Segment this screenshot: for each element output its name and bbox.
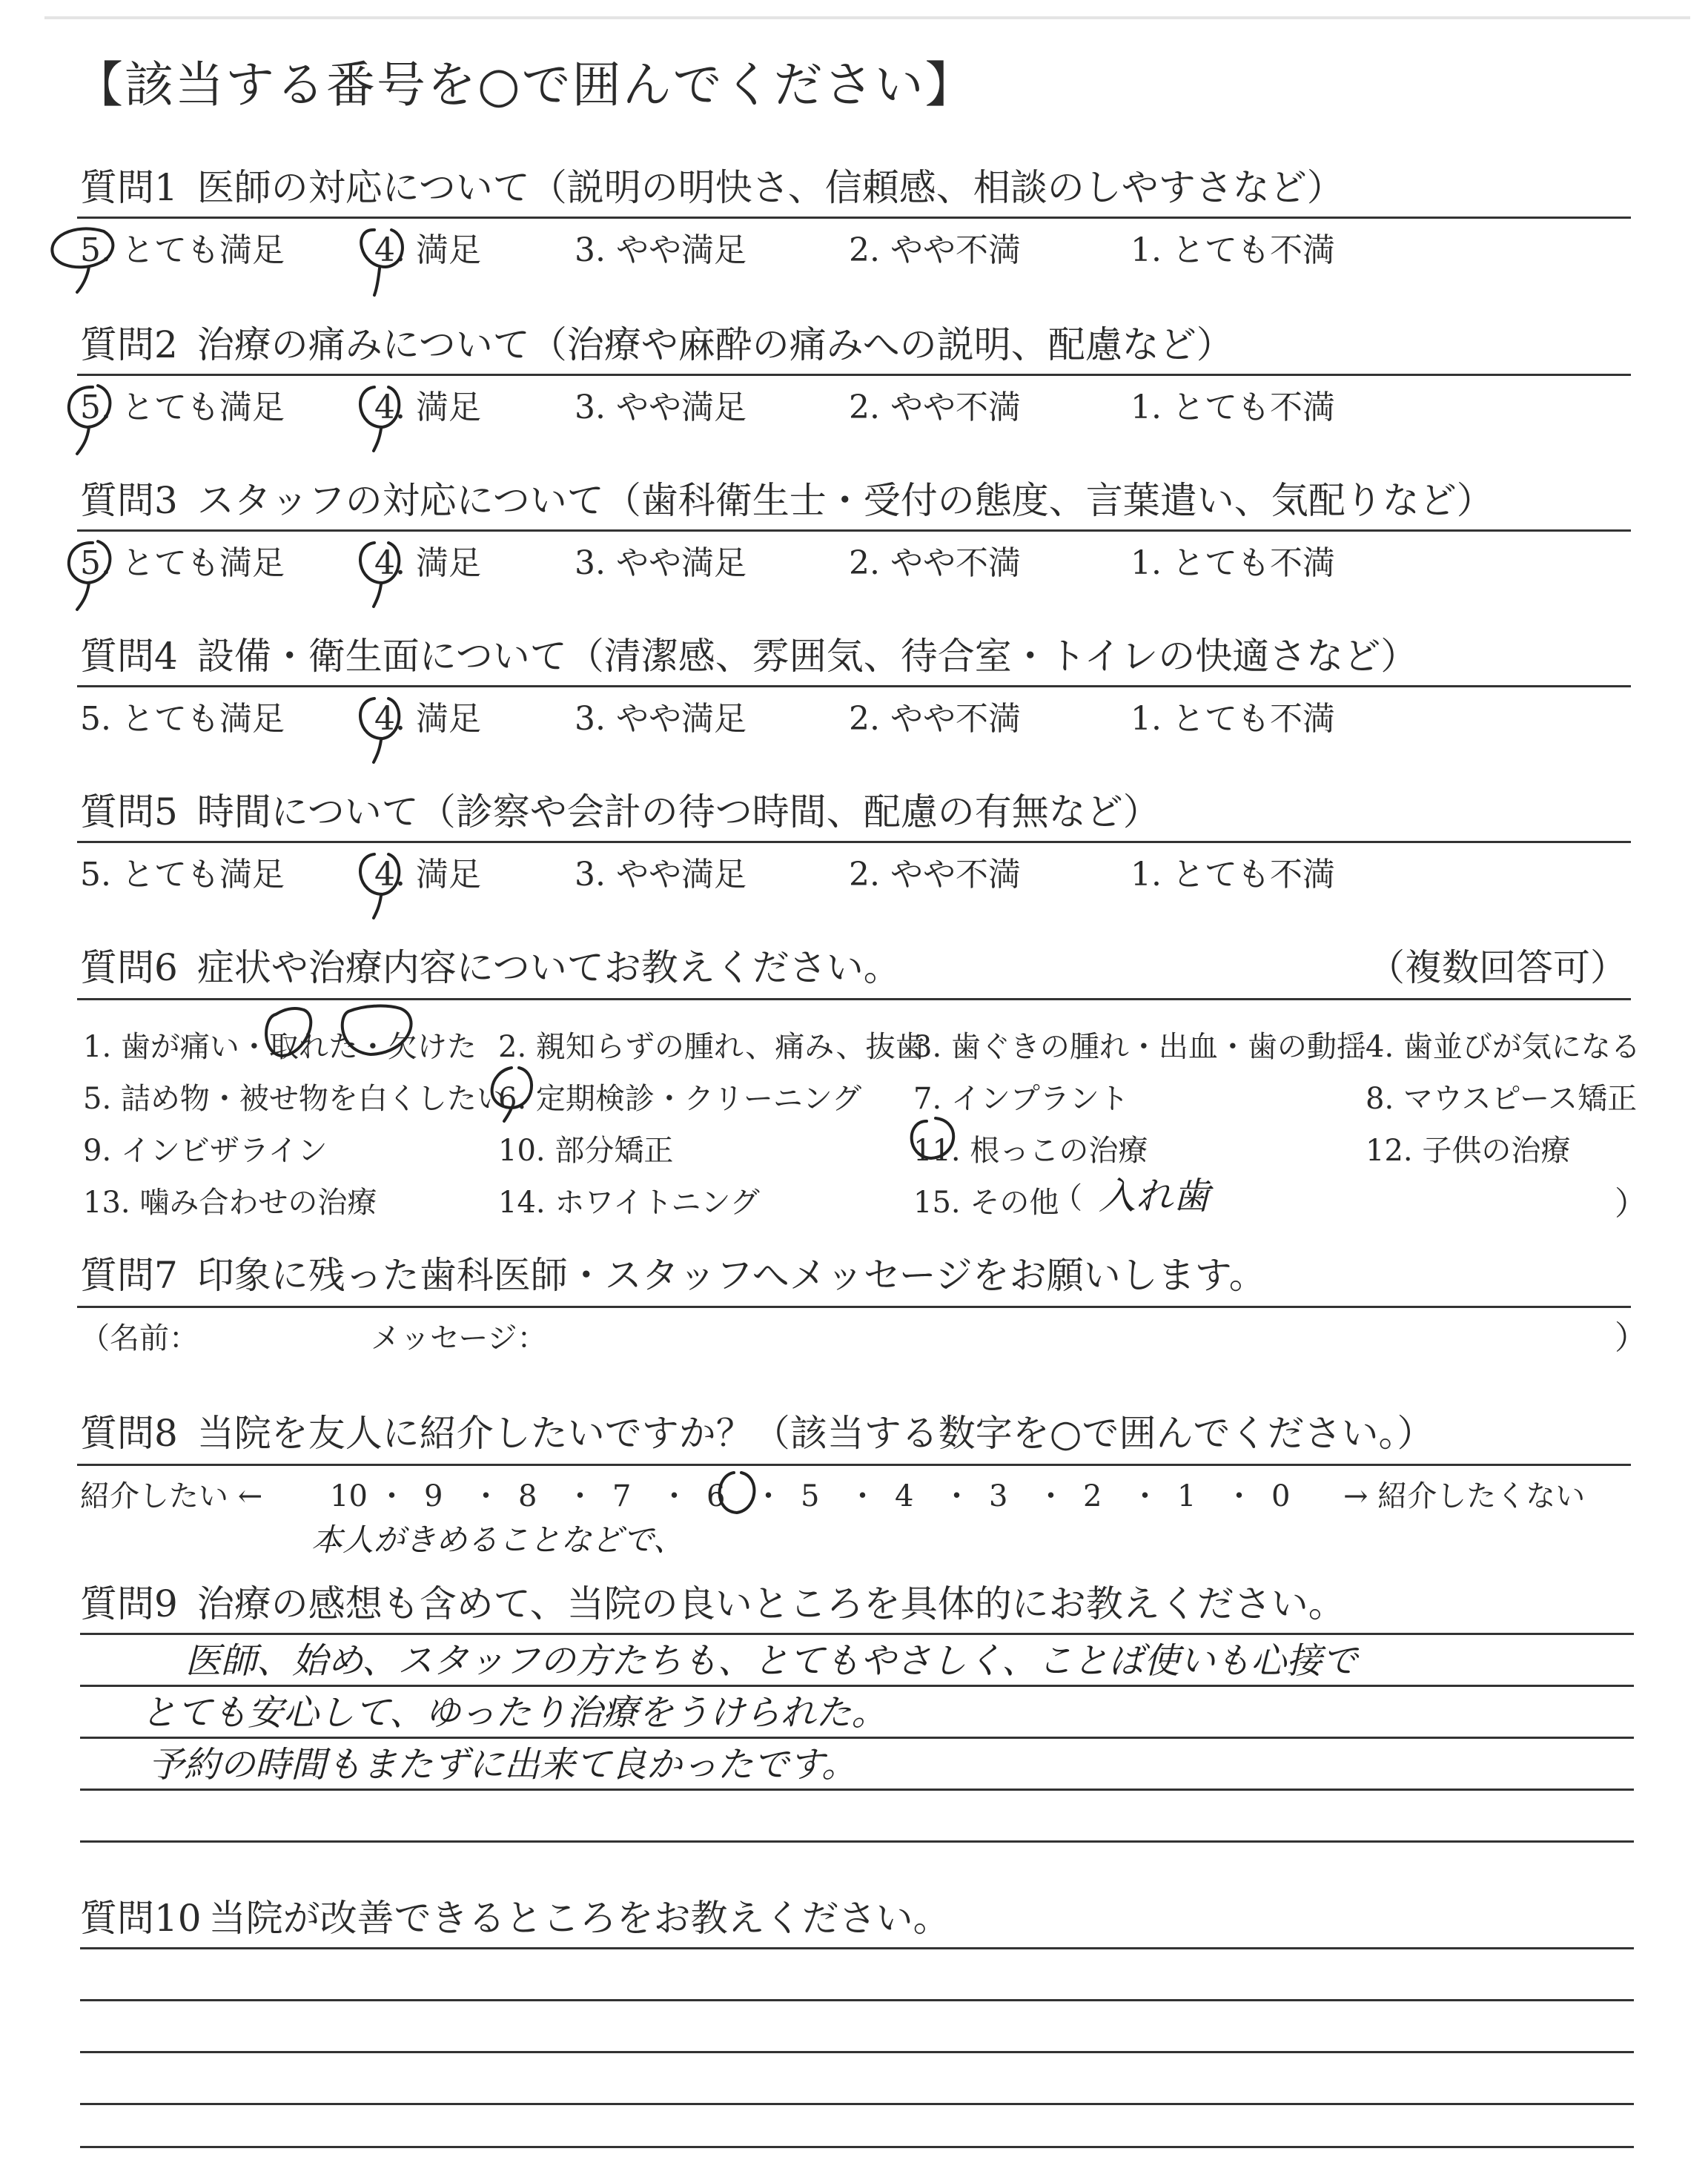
option-3[interactable]: 3. やや満足 xyxy=(575,389,747,426)
scale-separator: ・ xyxy=(377,1479,407,1513)
option-3[interactable]: 3. やや満足 xyxy=(575,544,747,582)
question-6-text xyxy=(80,946,901,989)
question-9-text xyxy=(80,1582,1345,1625)
symptom-option-2[interactable]: 2. 親知らずの腫れ、痛み、抜歯 xyxy=(498,1030,925,1064)
question-number: 質問1 xyxy=(80,166,178,209)
scale-separator: ・ xyxy=(471,1479,501,1513)
answer-line[interactable] xyxy=(80,2103,1634,2105)
question-8-text xyxy=(80,1412,1434,1455)
answer-line-1[interactable]: 医師、始め、スタッフの方たちも、とてもやさしく、ことば使いも心接で xyxy=(185,1640,1358,1682)
symptom-option-8[interactable]: 8. マウスピース矯正 xyxy=(1366,1082,1638,1116)
answer-line xyxy=(80,1685,1634,1687)
option-2[interactable]: 2. やや不満 xyxy=(849,389,1021,426)
symptom-option-3[interactable]: 3. 歯ぐきの腫れ・出血・歯の動揺 xyxy=(913,1030,1366,1064)
symptom-option-13[interactable]: 13. 噛み合わせの治療 xyxy=(83,1186,377,1220)
question-underline xyxy=(77,217,1631,219)
option-2[interactable]: 2. やや不満 xyxy=(849,544,1021,582)
scale-value-6[interactable]: 6 xyxy=(706,1479,726,1513)
question-number: 質問5 xyxy=(80,790,178,833)
scale-separator: ・ xyxy=(1130,1479,1160,1513)
answer-line xyxy=(80,1633,1634,1635)
question-7-text xyxy=(80,1254,1266,1297)
scale-separator: ・ xyxy=(1036,1479,1066,1513)
question-underline xyxy=(77,1464,1631,1466)
option-3[interactable]: 3. やや満足 xyxy=(575,700,747,738)
question-label: 設備・衛生面について（清潔感、雰囲気、待合室・トイレの快適さなど） xyxy=(196,635,1418,678)
option-4[interactable]: 4. 満足 xyxy=(374,856,481,894)
question-underline xyxy=(77,374,1631,376)
question-underline xyxy=(77,685,1631,687)
option-3[interactable]: 3. やや満足 xyxy=(575,856,747,894)
question-underline xyxy=(77,998,1631,1000)
answer-line-3[interactable]: 予約の時間もまたずに出来て良かったです。 xyxy=(148,1744,858,1786)
scale-value-7[interactable]: 7 xyxy=(612,1479,632,1513)
question-label: 当院が改善できるところをお教えください。 xyxy=(208,1897,950,1940)
question-label: 当院を友人に紹介したいですか？（該当する数字を○で囲んでください。） xyxy=(196,1412,1434,1455)
option-5[interactable]: 5. とても満足 xyxy=(80,856,285,894)
symptom-option-6[interactable]: 6. 定期検診・クリーニング xyxy=(498,1082,862,1116)
scale-value-5[interactable]: 5 xyxy=(801,1479,820,1513)
scale-left-label: 紹介したい ← xyxy=(80,1479,263,1513)
option-1[interactable]: 1. とても不満 xyxy=(1131,389,1335,426)
question-4-text xyxy=(80,635,1418,678)
symptom-option-9[interactable]: 9. インビザライン xyxy=(83,1134,328,1168)
answer-line[interactable] xyxy=(80,2146,1634,2148)
option-1[interactable]: 1. とても不満 xyxy=(1131,544,1335,582)
answer-line xyxy=(80,1840,1634,1843)
question-label: 医師の対応について（説明の明快さ、信頼感、相談のしやすさなど） xyxy=(196,166,1344,209)
symptom-option-4[interactable]: 4. 歯並びが気になる xyxy=(1366,1030,1641,1064)
answer-line xyxy=(80,1789,1634,1791)
question-underline xyxy=(77,1306,1631,1308)
scale-separator: ・ xyxy=(753,1479,784,1513)
symptom-other-answer[interactable]: 入れ歯 xyxy=(1099,1175,1210,1218)
option-5[interactable]: 5. とても満足 xyxy=(80,544,285,582)
top-edge-line xyxy=(44,16,1690,19)
handwritten-note-q8: 本人がきめることなどで、 xyxy=(311,1522,685,1558)
option-4[interactable]: 4. 満足 xyxy=(374,231,481,269)
answer-line xyxy=(80,1737,1634,1739)
scale-separator: ・ xyxy=(847,1479,878,1513)
question-number: 質問6 xyxy=(80,946,178,989)
question-label: 治療の痛みについて（治療や麻酔の痛みへの説明、配慮など） xyxy=(196,323,1234,366)
form-title: 【該当する番号を○で囲んでください】 xyxy=(74,56,976,113)
symptom-other-paren-open: （ xyxy=(1053,1181,1082,1215)
answer-line-2[interactable]: とても安心して、ゆったり治療をうけられた。 xyxy=(141,1692,887,1734)
answer-line[interactable] xyxy=(80,1947,1634,1949)
question-number: 質問10 xyxy=(80,1897,202,1940)
question-10-text xyxy=(80,1897,950,1940)
question-number: 質問8 xyxy=(80,1412,178,1455)
symptom-option-5[interactable]: 5. 詰め物・被せ物を白くしたい xyxy=(83,1082,506,1116)
question-label: スタッフの対応について（歯科衛生士・受付の態度、言葉遣い、気配りなど） xyxy=(196,479,1494,522)
scale-separator: ・ xyxy=(659,1479,689,1513)
question-label: 治療の感想も含めて、当院の良いところを具体的にお教えください。 xyxy=(196,1582,1345,1625)
option-1[interactable]: 1. とても不満 xyxy=(1131,231,1335,269)
option-2[interactable]: 2. やや不満 xyxy=(849,856,1021,894)
option-4[interactable]: 4. 満足 xyxy=(374,700,481,738)
question-number: 質問7 xyxy=(80,1254,178,1297)
scale-right-label: → 紹介したくない xyxy=(1343,1479,1586,1513)
option-5[interactable]: 5. とても満足 xyxy=(80,389,285,426)
symptom-other-paren-close: ） xyxy=(1615,1185,1647,1223)
scale-value-10[interactable]: 10 xyxy=(330,1479,368,1513)
question-3-text xyxy=(80,479,1494,522)
question-underline xyxy=(77,529,1631,532)
question-number: 質問3 xyxy=(80,479,178,522)
question-label: 印象に残った歯科医師・スタッフへメッセージをお願いします。 xyxy=(196,1254,1266,1297)
scale-value-1[interactable]: 1 xyxy=(1177,1479,1196,1513)
scale-value-0[interactable]: 0 xyxy=(1271,1479,1291,1513)
symptom-option-7[interactable]: 7. インプラント xyxy=(913,1082,1129,1116)
message-paren-close: ） xyxy=(1615,1319,1647,1357)
scale-value-9[interactable]: 9 xyxy=(424,1479,443,1513)
question-label: 時間について（診察や会計の待つ時間、配慮の有無など） xyxy=(196,790,1160,833)
option-5[interactable]: 5. とても満足 xyxy=(80,231,285,269)
question-number: 質問9 xyxy=(80,1582,178,1625)
scale-value-2[interactable]: 2 xyxy=(1083,1479,1102,1513)
question-number: 質問4 xyxy=(80,635,178,678)
message-field-label: メッセージ： xyxy=(371,1321,547,1355)
option-4[interactable]: 4. 満足 xyxy=(374,389,481,426)
question-5-text xyxy=(80,790,1160,833)
scale-separator: ・ xyxy=(565,1479,595,1513)
multiple-answers-note: （複数回答可） xyxy=(1368,946,1627,989)
scale-value-3[interactable]: 3 xyxy=(989,1479,1008,1513)
symptom-option-1[interactable]: 1. 歯が痛い・取れた・欠けた xyxy=(83,1030,477,1064)
option-2[interactable]: 2. やや不満 xyxy=(849,700,1021,738)
question-label: 症状や治療内容についてお教えください。 xyxy=(196,946,901,989)
option-5[interactable]: 5. とても満足 xyxy=(80,700,285,738)
option-2[interactable]: 2. やや不満 xyxy=(849,231,1021,269)
question-number: 質問2 xyxy=(80,323,178,366)
option-4[interactable]: 4. 満足 xyxy=(374,544,481,582)
symptom-option-10[interactable]: 10. 部分矯正 xyxy=(498,1134,674,1168)
scale-separator: ・ xyxy=(1224,1479,1254,1513)
scale-separator: ・ xyxy=(941,1479,972,1513)
option-3[interactable]: 3. やや満足 xyxy=(575,231,747,269)
option-1[interactable]: 1. とても不満 xyxy=(1131,856,1335,894)
answer-line[interactable] xyxy=(80,2051,1634,2053)
option-1[interactable]: 1. とても不満 xyxy=(1131,700,1335,738)
answer-line[interactable] xyxy=(80,1999,1634,2001)
question-2-text xyxy=(80,323,1234,366)
symptom-option-12[interactable]: 12. 子供の治療 xyxy=(1366,1134,1571,1168)
question-1-text xyxy=(80,166,1344,209)
name-field-label: （名前： xyxy=(80,1321,199,1355)
symptom-option-15[interactable]: 15. その他 xyxy=(913,1186,1059,1220)
symptom-option-14[interactable]: 14. ホワイトニング xyxy=(498,1186,760,1220)
symptom-option-11[interactable]: 11. 根っこの治療 xyxy=(913,1134,1148,1168)
scale-value-4[interactable]: 4 xyxy=(895,1479,914,1513)
question-underline xyxy=(77,841,1631,843)
scale-value-8[interactable]: 8 xyxy=(518,1479,537,1513)
